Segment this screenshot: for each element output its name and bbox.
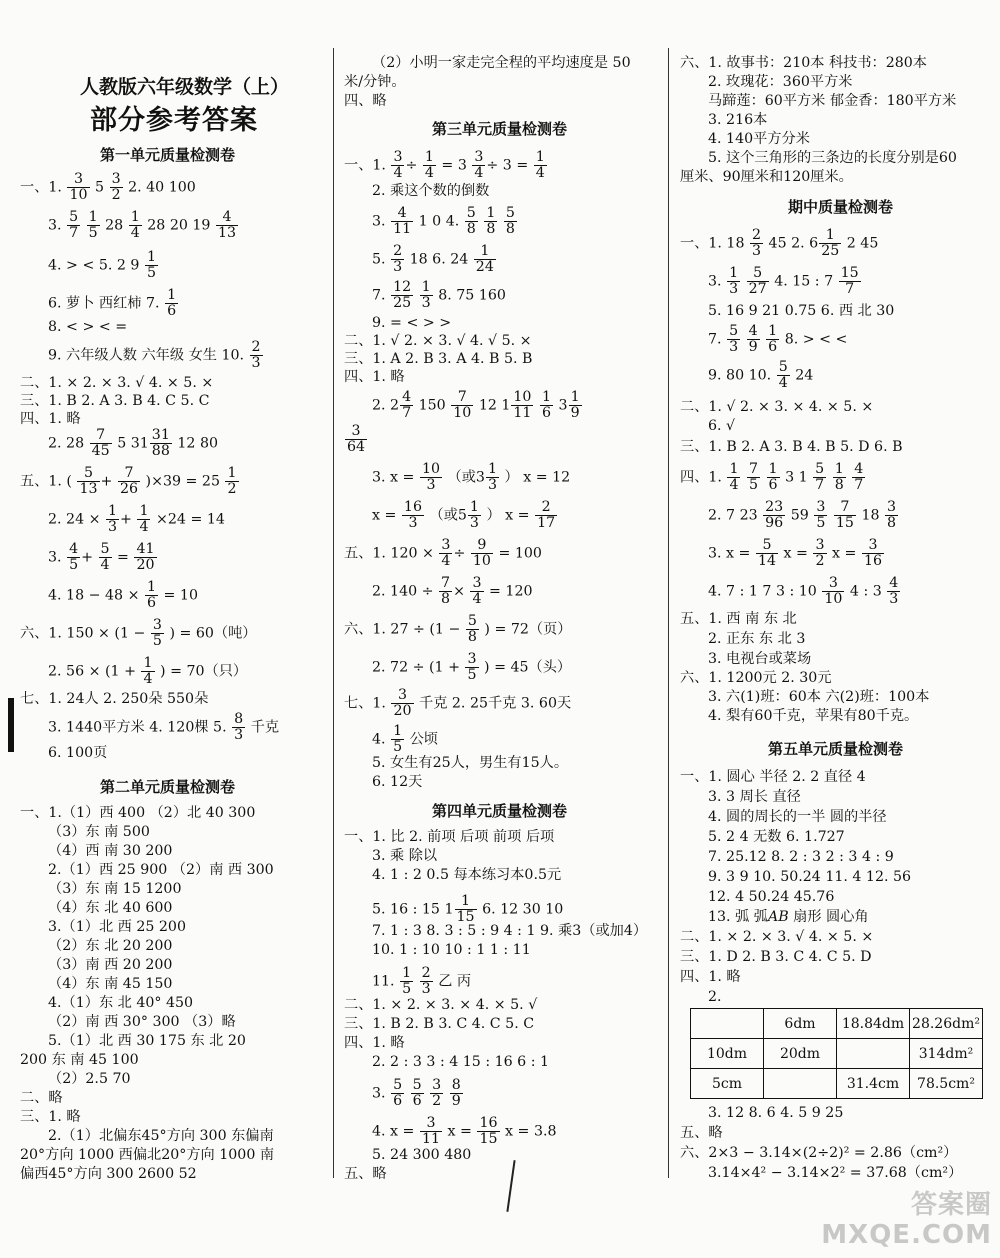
table-cell: 78.5cm² [910,1069,983,1099]
answer-line: 7. 25.12 8. 2 : 3 2 : 3 4 : 9 [708,849,894,865]
answer-line: 六、2×3 − 3.14×(2÷2)² = 2.86（cm²） [680,1145,958,1161]
answer-line: 4. 18 − 48 × $\frac{1}{6}$ = 10 [48,579,198,611]
fraction: $\frac{1}{4}$ [139,503,149,535]
answer-line: 3. $\frac{5}{7}$ $\frac{1}{5}$ 28 $\frac{1}{4}$ 28 20 19 $\frac{4}{13}$ [48,209,237,241]
fraction: $\frac{3}{64}$ [347,423,366,455]
answer-line: 2. 24 × $\frac{1}{3}$ + $\frac{1}{4}$ ×24 = 14 [48,503,225,535]
answer-line: 3. 六(1)班：60本 六(2)班：100本 [708,689,930,705]
answer-line: 3. x = $\frac{5}{14}$ x = $\frac{3}{2}$ x = $\frac{3}{16}$ [708,537,882,569]
answer-line: 3. $\frac{1}{3}$ $\frac{5}{27}$ 4. 15 : 7 $\frac{15}{7}$ [708,265,859,297]
answer-line: 2. 2 $\frac{4}{7}$ 150 $\frac{7}{10}$ 12 1 $\frac{10}{11}$ $\frac{1}{6}$ 3 $\frac{1}{9}$ [372,389,580,421]
section-title-unit3: 第三单元质量检测卷 [432,120,568,138]
fraction: $\frac{4}{11}$ [393,205,412,237]
answer-line: （3）南 西 20 200 [48,957,173,973]
fraction: $\frac{1}{4}$ [424,149,434,181]
table-cell: 31.4cm [837,1069,910,1099]
answer-line: 二、1. × 2. × 3. √ 4. × 5. × [20,375,214,391]
answer-line: 二、1. × 2. × 3. √ 4. × 5. × [680,929,874,945]
answer-line: 三、1. B 2. B 3. C 4. C 5. C [344,1016,535,1032]
table-cell [764,1069,837,1099]
answer-line: 四、略 [344,93,387,109]
fraction: $\frac{3}{20}$ [393,687,412,719]
fraction: $\frac{4}{5}$ [69,541,79,573]
fraction: $\frac{1}{3}$ [729,265,739,297]
answer-line: 3. $\frac{5}{6}$ $\frac{5}{6}$ $\frac{3}{2}$ $\frac{8}{9}$ [372,1077,461,1109]
answer-line: 2. 7 23 $\frac{23}{96}$ 59 $\frac{3}{5}$ $\frac{7}{15}$ 18 $\frac{3}{8}$ [708,499,897,531]
table-cell: 5cm [691,1069,764,1099]
answer-line: （2）东 北 20 200 [48,938,173,954]
answer-line: 2. 56 × (1 + $\frac{1}{4}$ ) = 70（只） [48,655,248,687]
fraction: $\frac{23}{96}$ [765,499,784,531]
answer-line: 四、1. 略 [344,1035,405,1051]
answer-line: 9. 六年级人数 六年级 女生 10. $\frac{2}{3}$ [48,339,261,371]
fraction: $\frac{3}{4}$ [441,537,451,569]
fraction: $\frac{7}{26}$ [119,465,139,497]
answer-line: 四、1. $\frac{1}{4}$ $\frac{7}{5}$ $\frac{1}{6}$ 3 1 $\frac{5}{7}$ $\frac{1}{8}$ $\frac{4}{7}$ [680,461,864,493]
fraction: $\frac{1}{2}$ [227,465,237,497]
answer-line: 3. 12 8. 6 4. 5 9 25 [708,1105,844,1121]
section-title-unit2: 第二单元质量检测卷 [100,778,236,796]
fraction: $\frac{1}{4}$ [143,655,153,687]
answer-line: 五、1. 西 南 东 北 [680,611,797,627]
answer-line: 二、1. × 2. × 3. × 4. × 5. √ [344,997,538,1013]
fraction: $\frac{1}{3}$ [487,461,497,493]
fraction: $\frac{1}{4}$ [729,461,739,493]
answer-line: 4. > < 5. 2 9 $\frac{1}{5}$ [48,249,156,281]
section-title-unit1: 第一单元质量检测卷 [100,146,236,164]
fraction: $\frac{8}{9}$ [451,1077,461,1109]
answer-line: 2.（1）西 25 900 （2）南 西 300 [48,862,274,878]
answer-line: 七、1. $\frac{3}{20}$ 千克 2. 25千克 3. 60天 [344,687,572,719]
answer-line: 5. 2 4 无数 6. 1.727 [708,829,845,845]
fraction: $\frac{7}{10}$ [453,389,472,421]
answer-line: （2）南 西 30° 300 （3）略 [48,1014,236,1030]
fraction: $\frac{1}{25}$ [821,227,840,259]
answer-line: 七、1. 24人 2. 250朵 550朵 [20,691,209,707]
table-row [691,1039,983,1069]
fraction: $\frac{10}{11}$ [513,389,532,421]
table-cell: 10dm [691,1039,764,1069]
answer-line: 五、1. 120 × $\frac{3}{4}$ ÷ $\frac{9}{10}$ = 100 [344,537,542,569]
answer-line: 三、1. A 2. B 3. A 4. B 5. B [344,351,533,367]
answer-line: 200 东 南 45 100 [20,1052,139,1068]
answer-line: 4. x = $\frac{3}{11}$ x = $\frac{16}{15}$ x = 3.8 [372,1115,557,1147]
answer-line: 米/分钟。 [344,74,406,90]
answer-line: 二、1. √ 2. × 3. √ 4. √ 5. × [344,333,532,349]
answer-line: 12. 4 50.24 45.76 [708,889,835,905]
answer-line: 一、1.（1）西 400 （2）北 40 300 [20,805,256,821]
column-divider-1 [333,48,334,1178]
answer-line: 3. 乘 除以 [372,848,438,864]
answer-line: 3. 电视台或菜场 [708,651,812,667]
fraction: $\frac{5}{7}$ [815,461,825,493]
fraction: $\frac{41}{20}$ [136,541,155,573]
answer-line: 2.（1）北偏东45°方向 300 东偏南 [48,1128,274,1144]
answer-line: 2. [708,989,722,1005]
answer-line: 2. 140 ÷ $\frac{7}{8}$ × $\frac{3}{4}$ = 120 [372,575,533,607]
fraction: $\frac{1}{15}$ [456,893,475,925]
answer-line: 5.（1）北 西 30 175 东 北 20 [48,1033,246,1049]
fraction: $\frac{15}{7}$ [840,265,859,297]
fraction: $\frac{31}{88}$ [151,427,170,459]
fraction: $\frac{2}{3}$ [421,965,431,997]
answer-line: 9. 80 10. $\frac{5}{4}$ 24 [708,359,814,391]
answer-line: （2）2.5 70 [48,1071,131,1087]
fraction: $\frac{5}{4}$ [100,541,110,573]
answer-line: 4. 梨有60千克，苹果有80千克。 [708,708,919,724]
fraction: $\frac{5}{4}$ [778,359,788,391]
fraction: $\frac{3}{5}$ [152,617,162,649]
answer-line: 4. 7 : 1 7 3 : 10 $\frac{3}{10}$ 4 : 3 $\frac{4}{3}$ [708,575,899,607]
fraction: $\frac{3}{4}$ [474,149,484,181]
fraction: $\frac{12}{25}$ [393,279,412,311]
answer-line: 2. 正东 东 北 3 [708,631,806,647]
fraction: $\frac{3}{5}$ [816,499,826,531]
answer-line: 5. 女生有25人，男生有15人。 [372,755,569,771]
answer-line: （2）小明一家走完全程的平均速度是 50 [372,55,631,71]
answer-line: 6. 100页 [48,745,108,761]
fraction: $\frac{3}{10}$ [824,575,843,607]
table-cell: 18.84dm [837,1009,910,1039]
table-cell [837,1039,910,1069]
answer-line: 5. 这个三角形的三条边的长度分别是60 [708,150,957,166]
answer-line: 7. 1 : 3 8. 3 : 5 : 9 4 : 1 9. 乘3（或加4） [372,923,648,939]
section-title-midterm: 期中质量检测卷 [788,198,894,216]
answer-line: 三、1. 略 [20,1109,81,1125]
column-divider-2 [668,48,669,1178]
answer-line: 20°方向 1000 西偏北20°方向 1000 南 [20,1147,275,1163]
answer-line: 一、1. $\frac{3}{4}$ ÷ $\frac{1}{4}$ = 3 $\frac{3}{4}$ ÷ 3 = $\frac{1}{4}$ [344,149,545,181]
fraction: $\frac{9}{10}$ [472,537,491,569]
answer-line: 9. 3 9 10. 50.24 11. 4 12. 56 [708,869,912,885]
table-cell: 314dm² [910,1039,983,1069]
fraction: $\frac{1}{5}$ [393,723,403,755]
answer-line: 2. 72 ÷ (1 + $\frac{3}{5}$ ) = 45（头） [372,651,572,683]
answer-line: 13. 弧 弧AB 扇形 圆心角 [708,909,869,925]
answer-line: 11. $\frac{1}{5}$ $\frac{2}{3}$ 乙 丙 [372,965,472,997]
answer-line: 一、1. $\frac{3}{10}$ 5 $\frac{3}{2}$ 2. 40 100 [20,171,196,203]
fraction: $\frac{1}{4}$ [535,149,545,181]
fraction: $\frac{7}{15}$ [835,499,854,531]
fraction: $\frac{4}{9}$ [748,323,758,355]
answer-line: （3）东 南 500 [48,824,150,840]
answer-line: 6. 萝卜 西红柿 7. $\frac{1}{6}$ [48,287,177,319]
fraction: $\frac{2}{3}$ [251,339,261,371]
answer-line: 3. 3 周长 直径 [708,789,801,805]
answer-line: 六、1. 150 × (1 − $\frac{3}{5}$ ) = 60（吨） [20,617,257,649]
answer-line: 4. 圆的周长的一半 圆的半径 [708,809,887,825]
answer-line: 3.14×4² − 3.14×2² = 37.68（cm²） [708,1165,963,1181]
answer-line: 一、1. 圆心 半径 2. 2 直径 4 [680,769,866,785]
answer-line: 六、1. 1200元 2. 30元 [680,670,832,686]
binding-mark [8,698,14,752]
answer-line: 二、略 [20,1090,63,1106]
fraction: $\frac{1}{6}$ [768,323,778,355]
fraction: $\frac{3}{2}$ [432,1077,442,1109]
fraction: $\frac{3}{8}$ [887,499,897,531]
answer-line: 7. $\frac{12}{25}$ $\frac{1}{3}$ 8. 75 160 [372,279,506,311]
fraction: $\frac{3}{11}$ [421,1115,441,1147]
answer-line: 2. 玫瑰花：360平方米 [708,74,853,90]
fraction: $\frac{10}{3}$ [421,461,441,493]
fraction: $\frac{5}{6}$ [412,1077,422,1109]
fraction: $\frac{5}{14}$ [757,537,777,569]
answer-line: 3. $\frac{4}{11}$ 1 0 4. $\frac{5}{8}$ $\frac{1}{8}$ $\frac{5}{8}$ [372,205,515,237]
fraction: $\frac{8}{3}$ [234,711,244,743]
answer-line: 2. 2 : 3 3 : 4 15 : 16 6 : 1 [372,1054,550,1070]
pen-stroke [506,1160,515,1212]
answer-line: 五、略 [344,1166,387,1182]
answer-line: 7. $\frac{5}{3}$ $\frac{4}{9}$ $\frac{1}{6}$ 8. > < < [708,323,848,355]
table-cell: 28.26dm² [910,1009,983,1039]
table-row [691,1009,983,1039]
fraction: $\frac{5}{7}$ [69,209,79,241]
answer-line: 二、1. √ 2. × 3. × 4. × 5. × [680,399,874,415]
fraction: $\frac{1}{8}$ [834,461,844,493]
fraction: $\frac{1}{6}$ [541,389,552,421]
fraction: $\frac{5}{13}$ [79,465,98,497]
fraction: $\frac{1}{6}$ [768,461,778,493]
fraction: $\frac{3}{10}$ [69,171,88,203]
fraction: $\frac{1}{8}$ [486,205,496,237]
fraction: $\frac{16}{15}$ [479,1115,498,1147]
answer-line: 四、1. 略 [20,411,81,427]
fraction: $\frac{4}{13}$ [217,209,237,241]
fraction: $\frac{3}{4}$ [472,575,482,607]
answer-line: 6. √ [708,418,736,434]
answer-line: 4. 1 : 2 0.5 每本练习本0.5元 [372,867,562,883]
answer-line: 4. $\frac{1}{5}$ 公顷 [372,723,438,755]
page-subtitle: 部分参考答案 [90,105,258,136]
fraction: $\frac{3}{16}$ [863,537,882,569]
answer-line: 三、1. D 2. B 3. C 4. C 5. D [680,949,872,965]
answer-line: 五、略 [680,1125,723,1141]
answer-line: 5. $\frac{2}{3}$ 18 6. 24 $\frac{1}{24}$ [372,243,494,275]
answer-line: （4）东 南 45 150 [48,976,173,992]
fraction: $\frac{5}{8}$ [466,205,476,237]
fraction: $\frac{16}{3}$ [403,499,422,531]
answer-line: 8. < > < = [48,319,128,335]
fraction: $\frac{1}{5}$ [146,249,156,281]
fraction: $\frac{3}{2}$ [111,171,121,203]
circle-answer-table [690,1008,983,1099]
answer-line: 5. 24 300 480 [372,1147,472,1163]
answer-line: 马蹄莲：60平方米 郁金香：180平方米 [708,93,957,109]
answer-line: 2. 28 $\frac{7}{45}$ 5 31 $\frac{31}{88}$ 12 80 [48,427,218,459]
fraction: $\frac{1}{5}$ [402,965,412,997]
answer-line: 4. 140平方分米 [708,131,810,147]
answer-line: 三、1. B 2. A 3. B 4. B 5. D 6. B [680,439,903,455]
answer-line: 4.（1）东 北 40° 450 [48,995,194,1011]
answer-line: x = $\frac{16}{3}$ （或5 $\frac{1}{3}$ ） x = $\frac{2}{17}$ [372,499,556,531]
fraction: $\frac{4}{7}$ [854,461,864,493]
answer-line: 6. 12天 [372,774,423,790]
fraction: $\frac{2}{3}$ [752,227,762,259]
fraction: $\frac{1}{3}$ [421,279,431,311]
answer-line [344,424,368,455]
answer-line: 2. 乘这个数的倒数 [372,183,490,199]
fraction: $\frac{4}{3}$ [889,575,899,607]
answer-line: 偏西45°方向 300 2600 52 [20,1166,197,1182]
fraction: $\frac{5}{8}$ [467,613,477,645]
answer-line: 3.（1）北 西 25 200 [48,919,186,935]
fraction: $\frac{5}{3}$ [729,323,739,355]
fraction: $\frac{1}{9}$ [570,389,580,421]
answer-line: 六、1. 故事书：210本 科技书：280本 [680,55,927,71]
answer-line: 3. 216本 [708,112,768,128]
fraction: $\frac{1}{24}$ [475,243,494,275]
answer-line: 一、1. 18 $\frac{2}{3}$ 45 2. 6 $\frac{1}{25}$ 2 45 [680,227,879,259]
answer-line: 3. $\frac{4}{5}$ + $\frac{5}{4}$ = $\frac{41}{20}$ [48,541,155,573]
fraction: $\frac{7}{45}$ [91,427,110,459]
fraction: $\frac{5}{8}$ [505,205,515,237]
fraction: $\frac{5}{27}$ [748,265,767,297]
fraction: $\frac{3}{5}$ [467,651,477,683]
answer-line: （3）东 南 15 1200 [48,881,182,897]
answer-line: 一、1. 比 2. 前项 后项 前项 后项 [344,829,555,845]
answer-line: （4）东 北 40 600 [48,900,173,916]
fraction: $\frac{1}{3}$ [469,499,479,531]
answer-line: 六、1. 27 ÷ (1 − $\frac{5}{8}$ ) = 72（页） [344,613,572,645]
answer-line: 10. 1 : 10 10 : 1 1 : 11 [372,942,531,958]
fraction: $\frac{7}{8}$ [441,575,451,607]
fraction: $\frac{1}{4}$ [130,209,140,241]
answer-line: 四、1. 略 [680,969,741,985]
table-row [691,1069,983,1099]
section-title-unit4: 第四单元质量检测卷 [432,802,568,820]
fraction: $\frac{1}{6}$ [167,287,177,319]
answer-line: 3. x = $\frac{10}{3}$ （或3 $\frac{1}{3}$ ） x = 12 [372,461,571,493]
answer-line: 5. 16 9 21 0.75 6. 西 北 30 [708,303,895,319]
answer-line: 9. = < > > [372,315,452,331]
answer-line: 四、1. 略 [344,369,405,385]
fraction: $\frac{3}{2}$ [815,537,825,569]
answer-line: 3. 1440平方米 4. 120棵 5. $\frac{8}{3}$ 千克 [48,711,280,743]
table-cell: 20dm [764,1039,837,1069]
fraction: $\frac{5}{6}$ [393,1077,403,1109]
table-cell: 6dm [764,1009,837,1039]
fraction: $\frac{7}{5}$ [748,461,759,493]
fraction: $\frac{1}{3}$ [108,503,118,535]
page-title: 人教版六年级数学（上） [80,76,290,98]
fraction: $\frac{3}{4}$ [393,149,403,181]
answer-line: （4）西 南 30 200 [48,843,173,859]
answer-line: 5. 16 : 15 1 $\frac{1}{15}$ 6. 12 30 10 [372,893,564,925]
answer-line: 五、1. ( $\frac{5}{13}$ + $\frac{7}{26}$ )×39 = 25 $\frac{1}{2}$ [20,465,237,497]
answer-line: 三、1. B 2. A 3. B 4. C 5. C [20,393,210,409]
table-cell [691,1009,764,1039]
fraction: $\frac{1}{6}$ [146,579,157,611]
fraction: $\frac{2}{17}$ [537,499,556,531]
fraction: $\frac{2}{3}$ [393,243,403,275]
section-title-unit5: 第五单元质量检测卷 [768,740,904,758]
fraction: $\frac{1}{5}$ [88,209,98,241]
watermark: 答案圈 MXQE.COM [821,1190,992,1250]
answer-line: 厘米、90厘米和120厘米。 [680,169,853,185]
fraction: $\frac{4}{7}$ [402,389,412,421]
